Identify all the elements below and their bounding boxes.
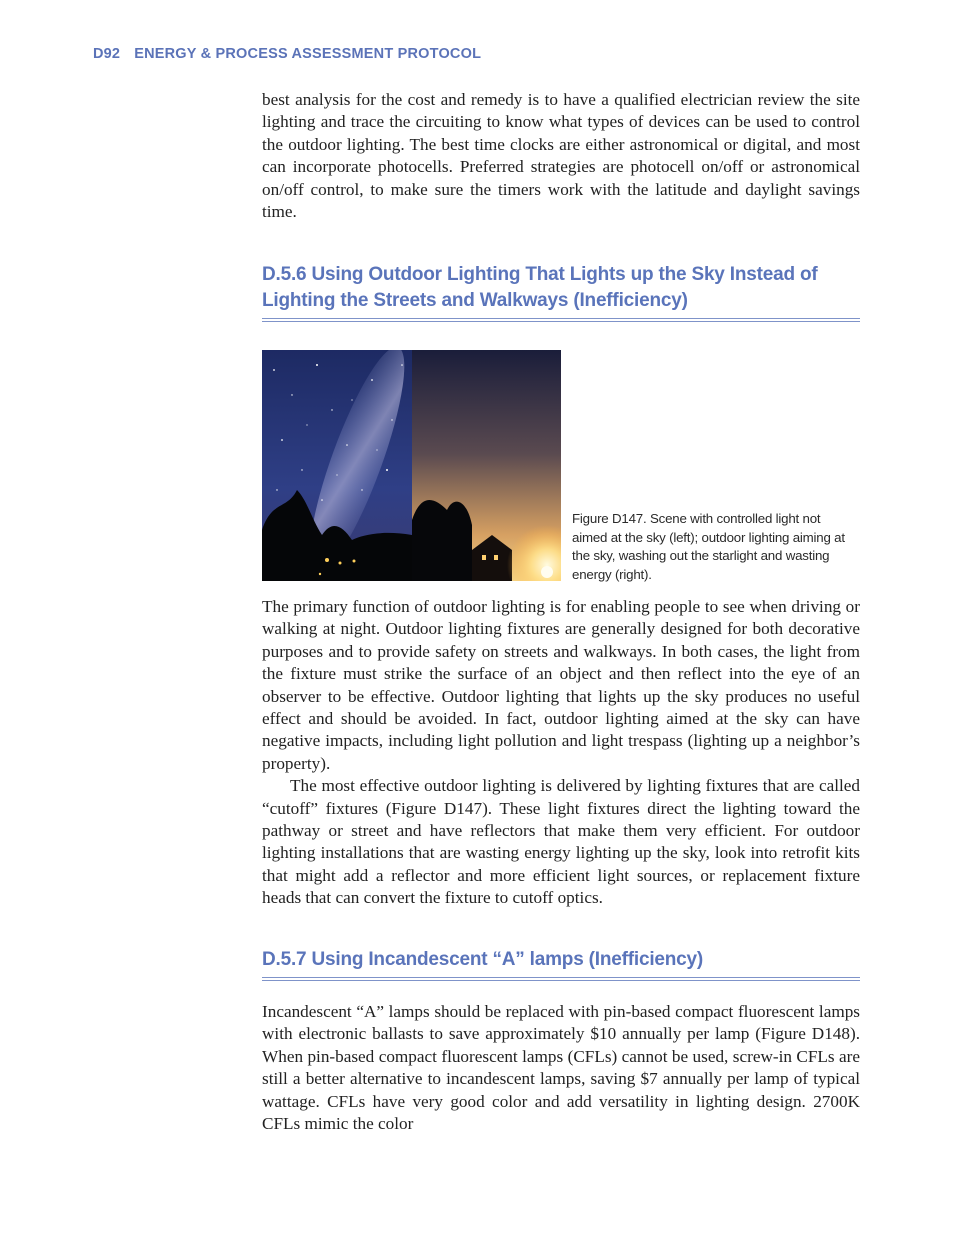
figure-d147-caption: Figure D147. Scene with controlled light not aimed at the sky (left); outdoor lighting aiming at the sky, washing out the starlight and wasting energy (right).	[572, 511, 845, 582]
section-d57-paragraph-1: Incandescent “A” lamps should be replaced with pin-based compact fluorescent lamps with electronic ballasts to save approximately $10 annually per lamp (Figure D148). When pin-based compact fluorescent lamps (CFLs) cannot be used, screw-in CFLs are still a better alternative to incandescent lamps, saving $7 annually per lamp of typical wattage. CFLs have very good color and add versatility in lighting design. 2700K CFLs mimic the color	[262, 1002, 860, 1134]
section-d56-heading-block	[262, 262, 860, 314]
night-sky-comparison-illustration	[262, 350, 561, 581]
section-d56-paragraph-2: The most effective outdoor lighting is delivered by lighting fixtures that are called “cutoff” fixtures (Figure D147). These light fixtures direct the lighting toward the pathway or street and have reflectors that make them very efficient. For outdoor lighting installations that are wasting energy lighting up the sky, look into retrofit kits that might add a reflector and more efficient light sources, or replacement fixture heads that can convert the fixture to cutoff optics.	[262, 776, 860, 908]
intro-paragraph: best analysis for the cost and remedy is to have a qualified electrician review the site lighting and trace the circuiting to know what types of devices can be used to control the outdoor lighting. The best time clocks are either astronomical or digital, and most can incorporate photocells. Preferred strategies are photocell on/off or astronomical on/off control, to make sure the timers work with the latitude and daylight savings time.	[262, 90, 860, 222]
section-d57-body	[262, 1001, 860, 1135]
page-number: D92	[93, 46, 121, 62]
intro-text-block	[262, 89, 860, 223]
section-d56-paragraph-1: The primary function of outdoor lighting is for enabling people to see when driving or walking at night. Outdoor lighting fixtures are generally designed for both decorative purposes and to provide safety on streets and walkways. In both cases, the light from the fixture must strike the surface of an object and then reflect into the eye of an observer to be effective. Outdoor lighting that lights up the sky produces no useful effect and should be avoided. In fact, outdoor lighting aimed at the sky can have negative impacts, including light pollution and light trespass (lighting up a neighbor’s property).	[262, 597, 860, 773]
section-d56-body	[262, 596, 860, 910]
running-title: ENERGY & PROCESS ASSESSMENT PROTOCOL	[134, 46, 482, 62]
section-d56-heading-line1: D.5.6 Using Outdoor Lighting That Lights up the Sky Instead of	[262, 264, 818, 285]
section-d57-heading: D.5.7 Using Incandescent “A” lamps (Inefficiency)	[262, 949, 704, 970]
running-head	[93, 46, 481, 62]
section-d56-heading	[262, 262, 860, 314]
section-d56-heading-line2: Lighting the Streets and Walkways (Inefficiency)	[262, 290, 688, 311]
figure-d147-image	[262, 350, 561, 581]
section-d57-heading-block	[262, 947, 860, 973]
section-d56-rule	[262, 318, 860, 322]
section-d57-rule	[262, 977, 860, 981]
